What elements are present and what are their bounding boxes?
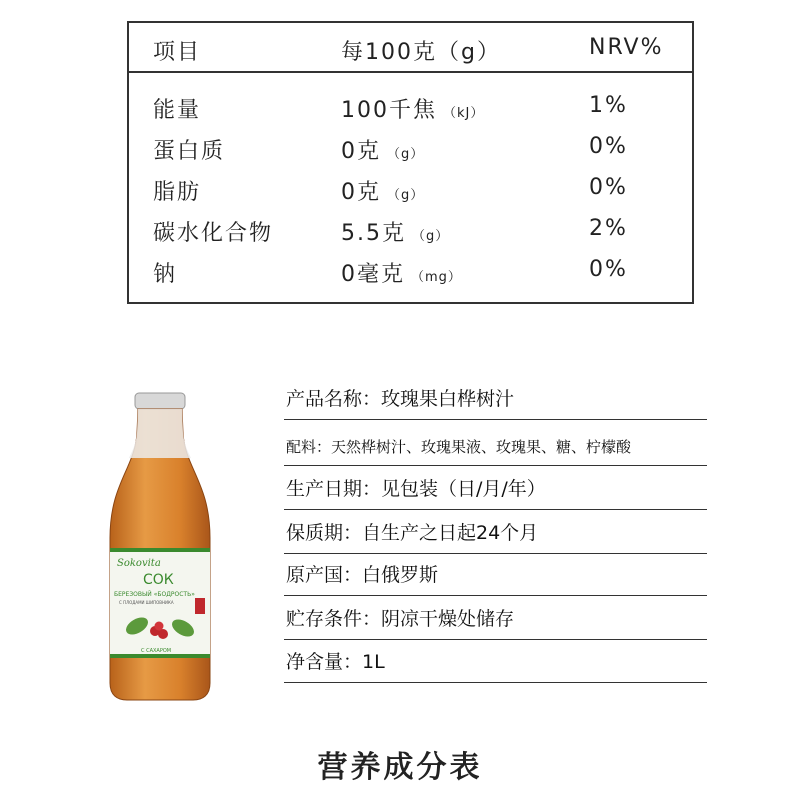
- ingredients-text: 配料：天然桦树汁、玫瑰果液、玫瑰果、糖、柠檬酸: [286, 438, 632, 456]
- net-content-line: [284, 640, 707, 683]
- juice-bottle-image: [105, 388, 215, 703]
- row-nrv: 2%: [589, 216, 628, 241]
- row-name: 蛋白质: [153, 139, 226, 164]
- product-name-text: 产品名称：玫瑰果白桦树汁: [286, 388, 515, 410]
- row-amount: [341, 175, 424, 206]
- row-amount-unit: （g）: [412, 229, 450, 244]
- row-name: 脂肪: [153, 180, 202, 205]
- bottle-brand: Sokovita: [117, 558, 161, 569]
- net-content-text: 净含量：1L: [286, 651, 385, 673]
- shelf-life-text: 保质期：自生产之日起24个月: [286, 522, 539, 544]
- nutrition-table: [127, 21, 694, 304]
- row-amount-value: 100千焦: [341, 98, 437, 123]
- row-amount-value: 0克: [341, 139, 381, 164]
- bottle-bottom-text: С САХАРОМ: [141, 648, 172, 654]
- bottle-title: СОК: [143, 572, 174, 588]
- origin-line: [284, 554, 707, 596]
- header-per100g: 每100克（g）: [341, 40, 501, 65]
- row-amount-unit: （kJ）: [443, 106, 485, 121]
- row-amount-unit: （mg）: [411, 270, 462, 285]
- row-amount-unit: （g）: [387, 147, 425, 162]
- row-amount: [341, 134, 424, 165]
- row-nrv: 0%: [589, 175, 628, 200]
- row-name: 钠: [153, 262, 178, 287]
- row-amount: [341, 93, 484, 124]
- row-amount: [341, 216, 449, 247]
- bottle-small-line: С ПЛОДАМИ ШИПОВНИКА: [119, 600, 174, 605]
- product-name-line: [284, 380, 707, 420]
- header-item: 项目: [153, 40, 202, 65]
- row-name: 能量: [153, 98, 202, 123]
- origin-text: 原产国：白俄罗斯: [286, 564, 439, 586]
- row-amount-value: 0克: [341, 180, 381, 205]
- production-date-text: 生产日期：见包装（日/月/年）: [286, 478, 546, 500]
- row-amount-value: 5.5克: [341, 221, 406, 246]
- row-nrv: 1%: [589, 93, 628, 118]
- header-nrv: NRV%: [589, 35, 664, 60]
- row-amount-value: 0毫克: [341, 262, 405, 287]
- storage-line: [284, 596, 707, 640]
- row-name: 碳水化合物: [153, 221, 274, 246]
- shelf-life-line: [284, 510, 707, 554]
- storage-text: 贮存条件：阴凉干燥处储存: [286, 608, 515, 630]
- bottle-subtitle: БЕРЕЗОВЫЙ «БОДРОСТЬ»: [114, 591, 195, 598]
- nutrition-table-header: [129, 23, 692, 73]
- row-amount-unit: （g）: [387, 188, 425, 203]
- row-nrv: 0%: [589, 134, 628, 159]
- ingredients-line: [284, 420, 707, 466]
- row-nrv: 0%: [589, 257, 628, 282]
- row-amount: [341, 257, 462, 288]
- footer-title: 营养成分表: [317, 750, 483, 785]
- production-date-line: [284, 466, 707, 510]
